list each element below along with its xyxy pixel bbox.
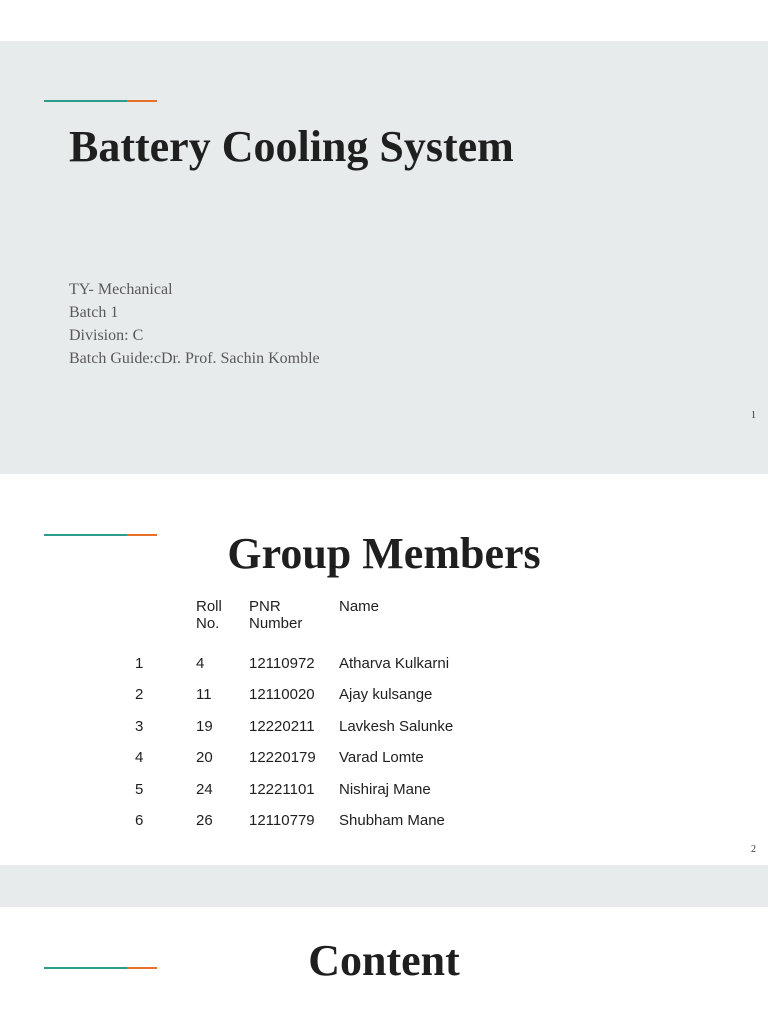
- cell-pnr: 12110779: [249, 811, 315, 829]
- top-gap: [0, 0, 768, 41]
- cell-name: Lavkesh Salunke: [339, 717, 454, 735]
- cell-index: 3: [135, 717, 144, 735]
- cell-index: 2: [135, 686, 144, 704]
- table-row: [118, 812, 539, 843]
- cell-pnr: 12221101: [249, 780, 315, 798]
- cell-index: 1: [135, 655, 144, 672]
- members-table: [118, 598, 539, 843]
- subtitle-line: Batch 1: [69, 304, 119, 321]
- cell-roll: 24: [196, 780, 213, 798]
- cell-roll: 19: [196, 717, 213, 735]
- accent-teal: [44, 100, 127, 102]
- header-text: Roll No.: [196, 598, 222, 632]
- slide-title: Content: [308, 936, 460, 985]
- slide-2: [0, 474, 768, 865]
- table-row: [118, 655, 539, 686]
- table-row: [118, 781, 539, 812]
- slide-3: [0, 907, 768, 1024]
- table-row: [118, 686, 539, 717]
- slide-title: Battery Cooling System: [69, 122, 514, 171]
- cell-pnr: 12110020: [249, 686, 315, 704]
- cell-name: Varad Lomte: [339, 749, 424, 767]
- slide-title: Group Members: [227, 529, 541, 578]
- table-header-row: [118, 598, 539, 655]
- cell-roll: 4: [196, 655, 205, 672]
- cell-index: 5: [135, 780, 144, 798]
- cell-roll: 20: [196, 749, 213, 767]
- column-header-index: [118, 598, 196, 655]
- column-header-pnr: [249, 598, 339, 655]
- header-text: PNR Number: [249, 598, 303, 632]
- cell-index: 4: [135, 749, 144, 767]
- cell-name: Shubham Mane: [339, 811, 445, 829]
- cell-roll: 26: [196, 811, 213, 829]
- cell-roll: 11: [196, 686, 212, 704]
- slide-1: [0, 41, 768, 473]
- cell-pnr: 12220179: [249, 749, 316, 767]
- cell-pnr: 12220211: [249, 717, 315, 735]
- page-number: 1: [751, 410, 756, 421]
- subtitle-line: Division: C: [69, 327, 144, 344]
- subtitle-line: TY- Mechanical: [69, 281, 173, 298]
- table-row: [118, 749, 539, 780]
- column-header-name: Name: [339, 598, 380, 615]
- cell-name: Nishiraj Mane: [339, 780, 431, 798]
- cell-pnr: 12110972: [249, 655, 315, 672]
- accent-line: [44, 100, 157, 102]
- cell-index: 6: [135, 811, 144, 829]
- accent-orange: [127, 100, 157, 102]
- subtitle-line: Batch Guide:cDr. Prof. Sachin Komble: [69, 350, 320, 367]
- slide-subtitle: [69, 278, 320, 370]
- column-header-roll: [196, 598, 249, 655]
- cell-name: Atharva Kulkarni: [339, 655, 450, 672]
- table-row: [118, 718, 539, 749]
- cell-name: Ajay kulsange: [339, 686, 433, 704]
- page-number: 2: [751, 844, 756, 855]
